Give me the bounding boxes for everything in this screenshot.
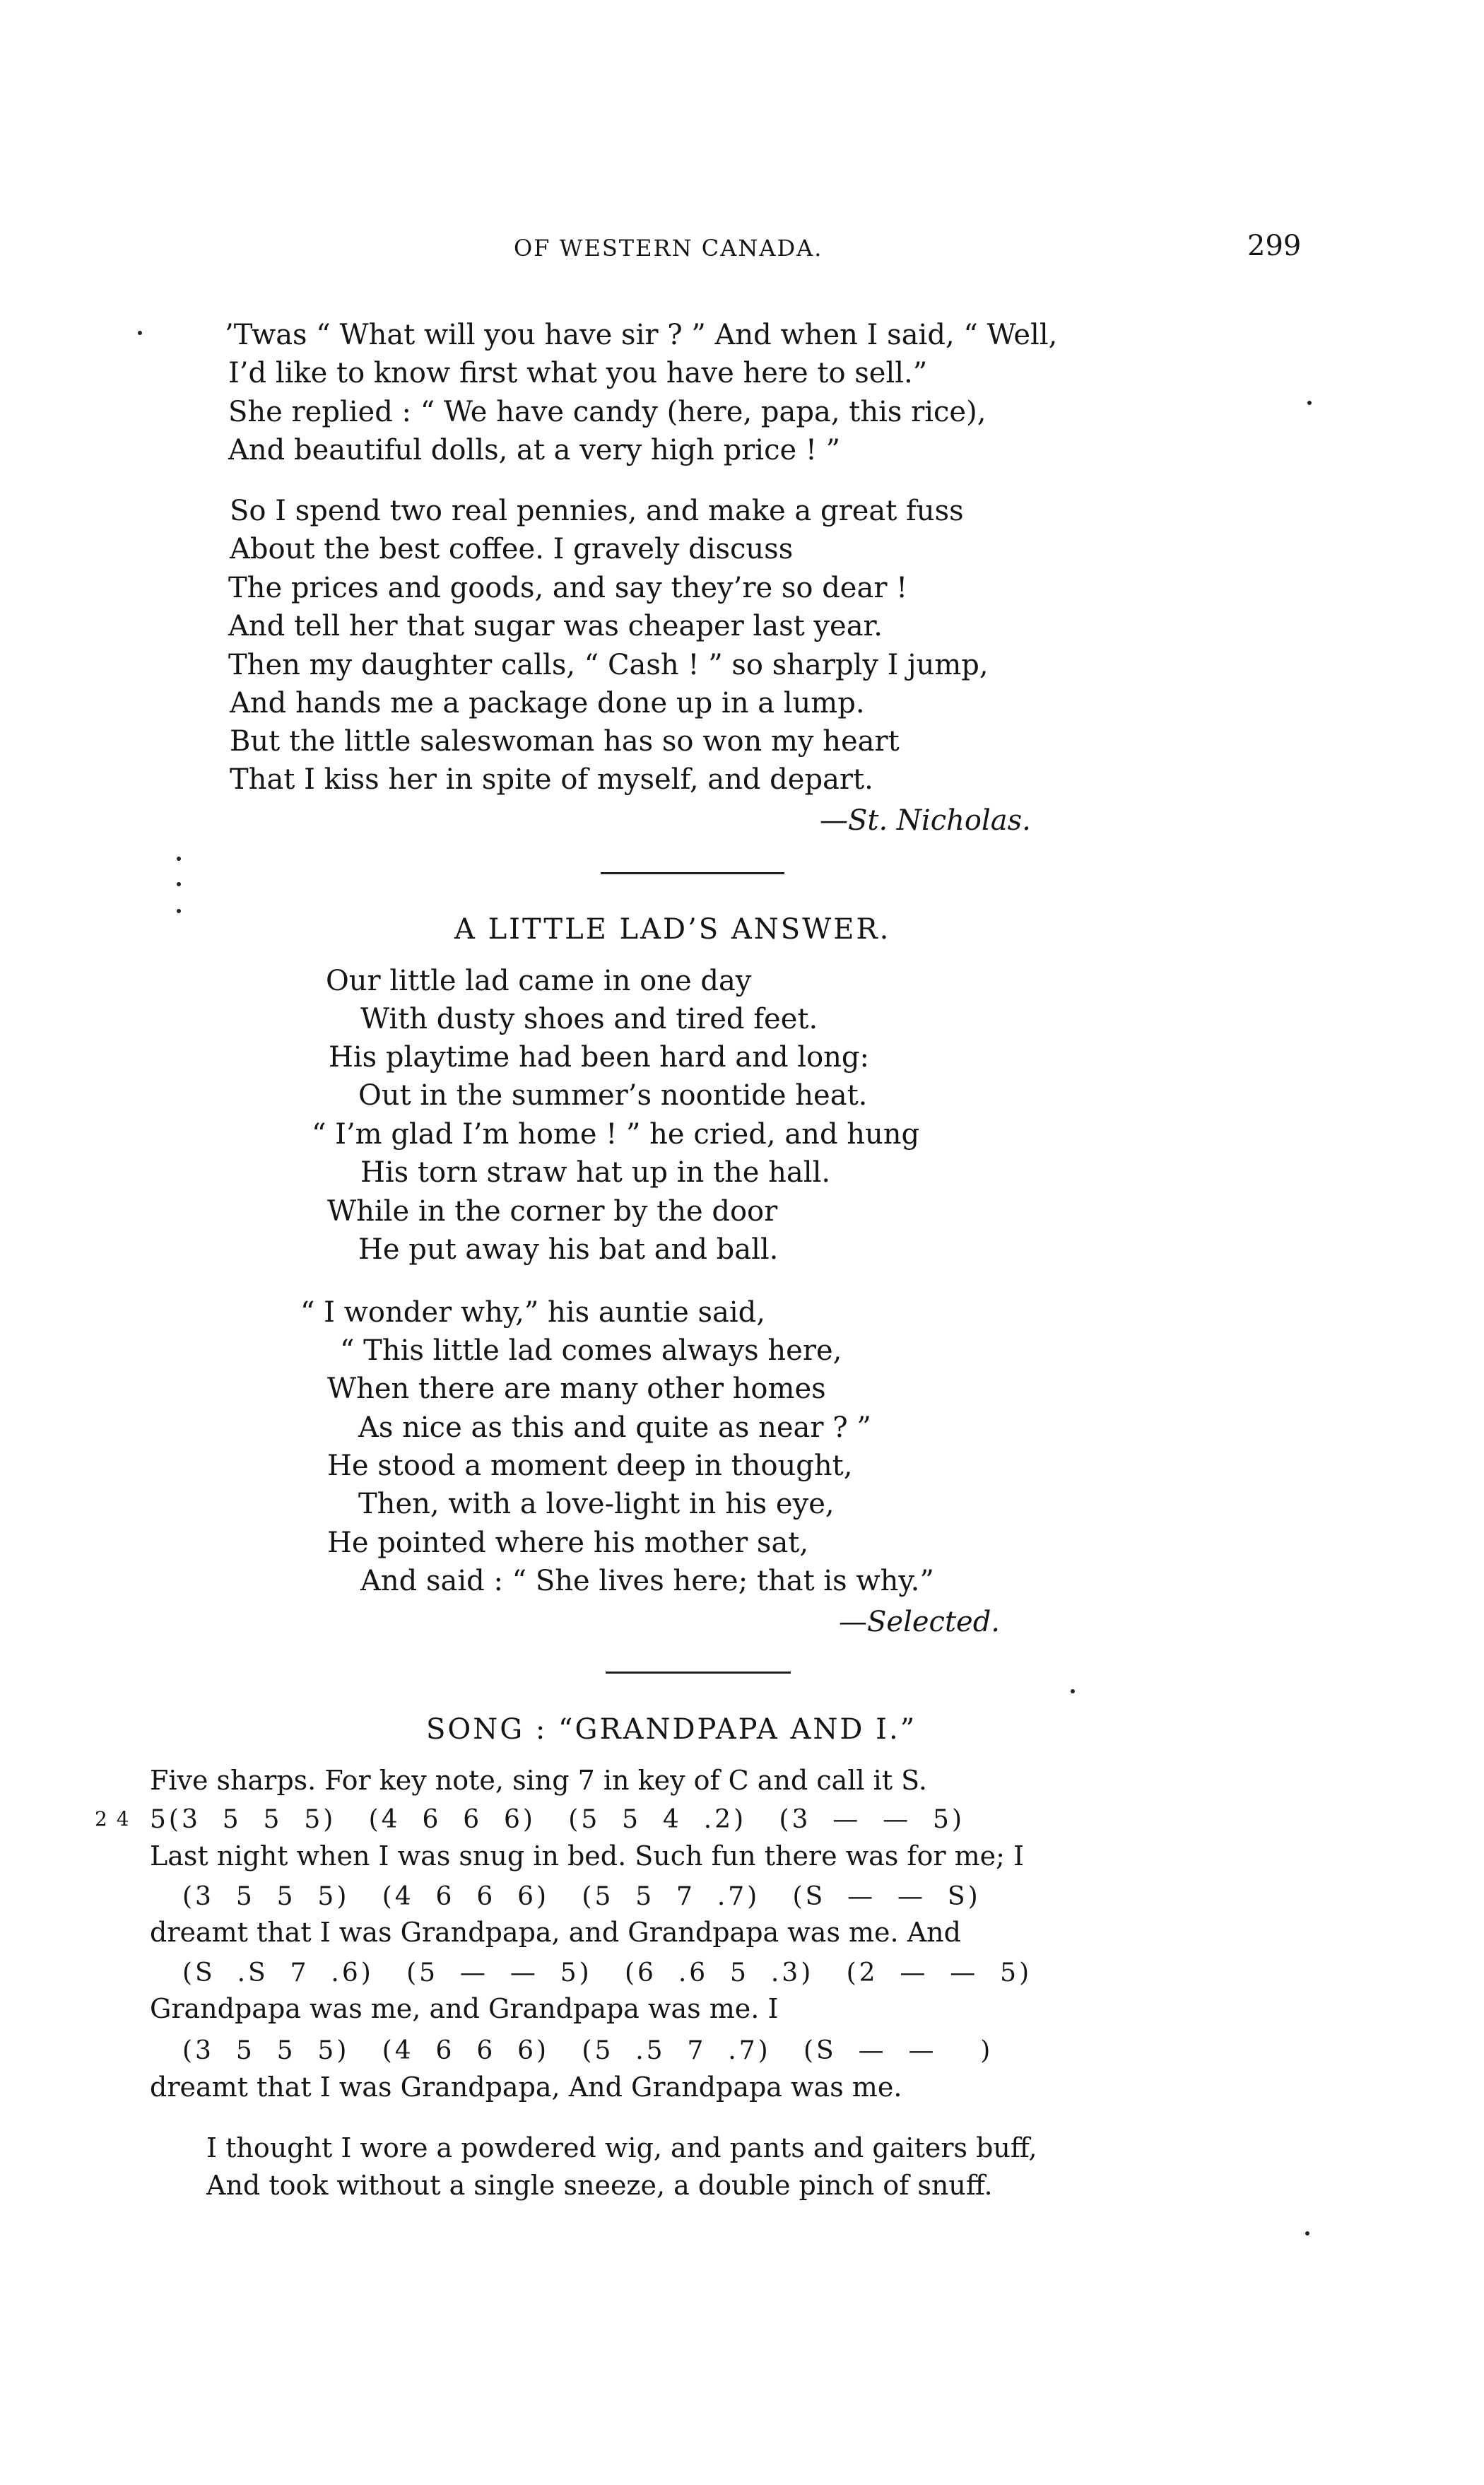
running-title: OF WESTERN CANADA. [514, 235, 823, 262]
verse-line: She replied : “ We have candy (here, papa, this rice), [228, 396, 987, 428]
attribution-selected: —Selected. [839, 1606, 1001, 1638]
notation-line: 5(3 5 5 5) (4 6 6 6) (5 5 4 .2) (3 — — 5) [150, 1805, 965, 1834]
verse-line: When there are many other homes [327, 1373, 826, 1405]
verse-line: But the little saleswoman has so won my heart [230, 725, 900, 758]
verse-line: So I spend two real pennies, and make a great fuss [230, 495, 964, 527]
verse-line: Then, with a love-light in his eye, [358, 1488, 835, 1520]
verse-line: And hands me a package done up in a lump. [230, 687, 865, 719]
verse-line: As nice as this and quite as near ? ” [358, 1411, 871, 1444]
margin-mark [1071, 1689, 1075, 1693]
verse-line: Our little lad came in one day [326, 965, 752, 997]
lyric-line: dreamt that I was Grandpapa, And Grandpapa was me. [150, 2072, 902, 2103]
verse-line: Then my daughter calls, “ Cash ! ” so sharply I jump, [228, 649, 989, 681]
verse-line: Out in the summer’s noontide heat. [358, 1079, 868, 1112]
verse-line: With dusty shoes and tired feet. [360, 1003, 818, 1035]
notation-line: (3 5 5 5) (4 6 6 6) (5 .5 7 .7) (S — — ) [182, 2036, 994, 2065]
verse-line: He put away his bat and ball. [358, 1233, 779, 1266]
verse-line: His playtime had been hard and long: [329, 1041, 869, 1074]
margin-mark [177, 857, 181, 861]
notation-line: (3 5 5 5) (4 6 6 6) (5 5 7 .7) (S — — S) [182, 1882, 981, 1911]
verse-line: “ I’m glad I’m home ! ” he cried, and hung [312, 1118, 920, 1151]
song-title: SONG : “GRANDPAPA AND I.” [426, 1713, 917, 1746]
verse-line: And beautiful dolls, at a very high price ! ” [228, 434, 841, 466]
verse-line: And tell her that sugar was cheaper last year. [228, 610, 883, 642]
lyric-line: dreamt that I was Grandpapa, and Grandpapa was me. And [150, 1917, 961, 1948]
song-key-instruction: Five sharps. For key note, sing 7 in key of C and call it S. [150, 1765, 927, 1796]
verse-line: ’Twas “ What will you have sir ? ” And when I said, “ Well, [225, 319, 1058, 351]
page-number: 299 [1247, 230, 1302, 262]
margin-mark [177, 882, 181, 886]
verse-line: His torn straw hat up in the hall. [360, 1156, 831, 1189]
verse-line: He pointed where his mother sat, [327, 1527, 809, 1559]
verse-line: He stood a moment deep in thought, [327, 1450, 853, 1482]
verse-line: I’d like to know first what you have here to sell.” [228, 357, 928, 389]
verse-line: And said : “ She lives here; that is why.” [360, 1565, 934, 1597]
section-divider [606, 1672, 791, 1674]
verse-line: I thought I wore a powdered wig, and pants and gaiters buff, [206, 2132, 1037, 2163]
verse-line: “ This little lad comes always here, [340, 1334, 842, 1367]
poem-title: A LITTLE LAD’S ANSWER. [454, 913, 891, 946]
verse-line: And took without a single sneeze, a double pinch of snuff. [206, 2170, 993, 2201]
verse-line: The prices and goods, and say they’re so dear ! [228, 572, 908, 604]
verse-line: About the best coffee. I gravely discuss [230, 533, 794, 565]
margin-mark [1305, 2231, 1309, 2236]
verse-line: “ I wonder why,” his auntie said, [300, 1296, 765, 1329]
attribution-st-nicholas: —St. Nicholas. [820, 804, 1031, 837]
margin-mark [1307, 401, 1312, 405]
margin-mark [138, 331, 142, 335]
verse-line: While in the corner by the door [327, 1195, 778, 1228]
verse-line: That I kiss her in spite of myself, and depart. [230, 763, 873, 796]
section-divider [601, 872, 784, 874]
time-signature: 2 4 [95, 1807, 131, 1831]
notation-line: (S .S 7 .6) (5 — — 5) (6 .6 5 .3) (2 — — 5) [182, 1958, 1032, 1987]
margin-mark [177, 909, 181, 913]
lyric-line: Last night when I was snug in bed. Such fun there was for me; I [150, 1840, 1025, 1872]
lyric-line: Grandpapa was me, and Grandpapa was me. I [150, 1993, 779, 2024]
